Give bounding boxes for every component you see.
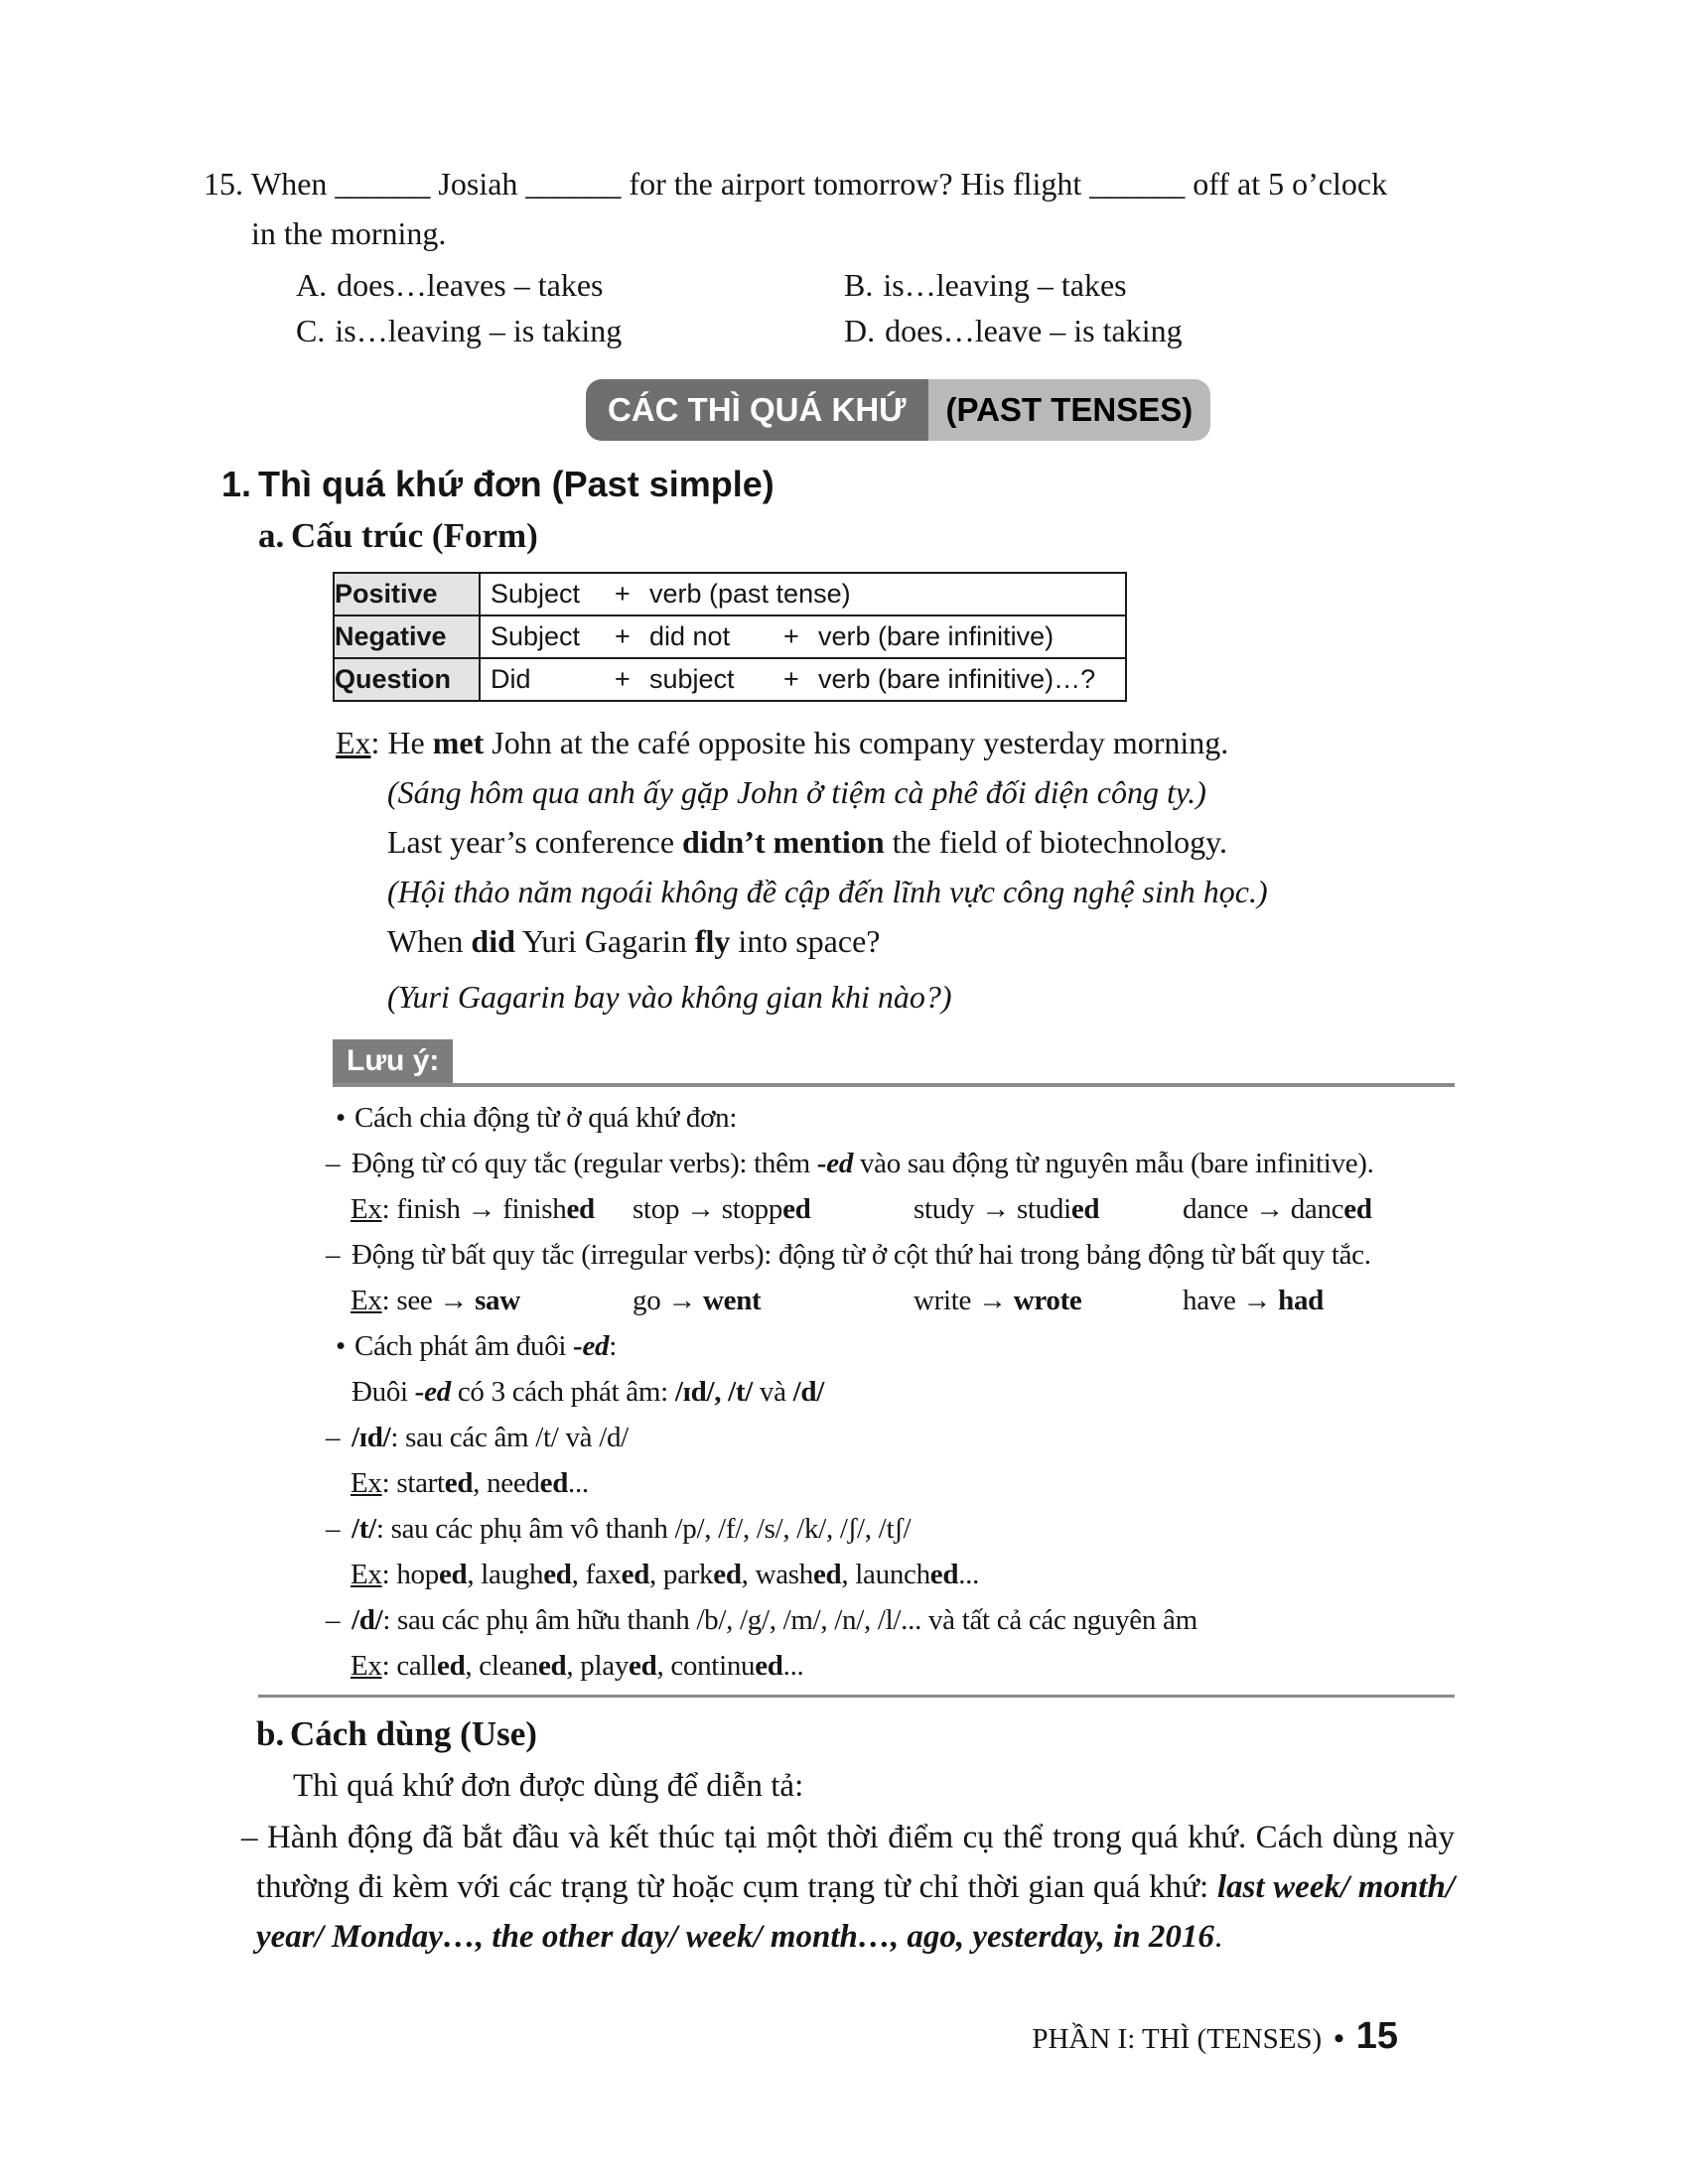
- section-divider-rule: [258, 1695, 1455, 1698]
- note-rule: [333, 1039, 1455, 1087]
- example-bold: met: [432, 725, 485, 760]
- row-label-question: Question: [334, 658, 480, 701]
- row-content-positive: [480, 573, 1126, 615]
- formula-token: verb (past tense): [649, 579, 851, 609]
- row-label-negative: Negative: [334, 615, 480, 658]
- text-run: ...: [958, 1559, 980, 1590]
- dash-marker: –: [326, 1604, 341, 1636]
- ed-suffix: ed: [537, 1650, 567, 1682]
- text-run: study → studi: [914, 1193, 1071, 1225]
- question-number: 15.: [204, 166, 243, 202]
- text-run: Đuôi: [352, 1376, 415, 1408]
- text-run: : sau các âm /t/ và /d/: [390, 1422, 629, 1453]
- example-row-t: [326, 1552, 1589, 1597]
- bold-verb: had: [1278, 1285, 1325, 1316]
- form-heading-marker: a.: [258, 516, 285, 555]
- text-run: have →: [1183, 1285, 1279, 1316]
- question-line-1: [204, 159, 1509, 208]
- example-text: John at the café opposite his company yesterday morning.: [484, 725, 1229, 760]
- text-run: : see →: [381, 1285, 476, 1316]
- use-heading-title: Cách dùng (Use): [290, 1714, 537, 1753]
- example-col: [351, 1460, 589, 1506]
- bold-verb: saw: [475, 1285, 520, 1316]
- example-translation-1: (Sáng hôm qua anh ấy gặp John ở tiệm cà phê đối diện công ty.): [387, 774, 1206, 810]
- text-run: Động từ có quy tắc (regular verbs): thêm: [352, 1148, 817, 1179]
- example-bold: fly: [694, 923, 731, 959]
- ed-suffix: ed: [621, 1559, 650, 1590]
- text-run: stop → stopp: [633, 1193, 783, 1225]
- row-label-positive: Positive: [334, 573, 480, 615]
- example-text: into space?: [730, 923, 881, 959]
- example-text: Yuri Gagarin: [514, 923, 695, 959]
- ed-suffix: ed: [782, 1193, 811, 1225]
- list-item-text: [352, 1415, 1589, 1460]
- formula-token: Subject: [491, 621, 581, 651]
- text-run: write →: [914, 1285, 1014, 1316]
- option-b-text: is…leaving – takes: [883, 267, 1127, 303]
- row-content-question: [480, 658, 1126, 701]
- option-a: [296, 262, 844, 308]
- example-text: Last year’s conference: [387, 824, 683, 860]
- list-item-bullet-1: [326, 1095, 1589, 1141]
- plus-sign: +: [615, 664, 631, 694]
- list-item-dash-2: [326, 1232, 1589, 1278]
- list-item-text: Cách chia động từ ở quá khứ đơn:: [354, 1102, 738, 1134]
- text-run: , laugh: [467, 1559, 544, 1590]
- text-run: và: [752, 1376, 793, 1408]
- example-row-d: [326, 1643, 1589, 1689]
- example-col: [633, 1278, 914, 1323]
- section-1-number: 1.: [221, 464, 252, 504]
- ed-suffix: -ed: [573, 1330, 610, 1362]
- formula-token: did not: [649, 621, 731, 651]
- table-row-positive: [334, 573, 1126, 615]
- page-number: 15: [1355, 2015, 1398, 2057]
- option-c-label: C.: [296, 313, 326, 348]
- ex-label: Ex: [351, 1467, 382, 1499]
- bullet-marker: •: [336, 1102, 346, 1134]
- list-item-dash-d: [326, 1597, 1589, 1643]
- text-run: có 3 cách phát âm:: [450, 1376, 675, 1408]
- text-run: : sau các phụ âm hữu thanh /b/, /g/, /m/, /n/, /l/... và tất cả các nguyên âm: [382, 1604, 1197, 1636]
- plus-sign: +: [615, 621, 631, 651]
- example-bold: did: [471, 923, 515, 959]
- ed-suffix: ed: [629, 1650, 657, 1682]
- example-text: When: [387, 923, 472, 959]
- example-text: : He: [370, 725, 433, 760]
- list-item-text: [352, 1506, 1589, 1552]
- ex-label: Ex: [336, 725, 371, 760]
- use-heading-marker: b.: [256, 1714, 285, 1753]
- example-col: [1183, 1186, 1372, 1232]
- example-col: [914, 1278, 1183, 1323]
- text-run: : hop: [381, 1559, 439, 1590]
- bold-verb: wrote: [1013, 1285, 1082, 1316]
- list-item-text: [352, 1141, 1589, 1186]
- list-item-text: [352, 1597, 1589, 1643]
- ed-suffix: -ed: [816, 1148, 854, 1179]
- dash-marker: –: [326, 1239, 341, 1271]
- option-a-text: does…leaves – takes: [337, 267, 604, 303]
- option-d: [844, 308, 1509, 353]
- example-text: the field of biotechnology.: [884, 824, 1227, 860]
- text-run: : call: [381, 1650, 437, 1682]
- list-item-bullet-2: [326, 1323, 1589, 1369]
- banner-title-vi: CÁC THÌ QUÁ KHỨ: [586, 379, 928, 441]
- form-heading: [258, 514, 1688, 558]
- time-expressions: last week/ month/ year/ Monday…, the other day/ week/ month…, ago, yesterday, in 2016: [256, 1869, 1455, 1955]
- text-run: , park: [649, 1559, 714, 1590]
- ex-label: Ex: [351, 1559, 382, 1590]
- text-run: Hành động đã bắt đầu và kết thúc tại một thời điểm cụ thể trong quá khứ. Cách dùng này thường đi kèm với các trạng từ hoặc cụm trạng từ chỉ thời gian quá khứ:: [256, 1820, 1456, 1905]
- example-col: [351, 1186, 633, 1232]
- dash-marker: –: [241, 1820, 258, 1855]
- option-a-label: A.: [296, 267, 328, 303]
- text-run: .: [1213, 1919, 1223, 1955]
- examples-block: [336, 718, 1509, 1022]
- list-item-text: Động từ bất quy tắc (irregular verbs): động từ ở cột thứ hai trong bảng động từ bất quy tắc.: [352, 1239, 1371, 1271]
- example-col: [351, 1278, 633, 1323]
- example-translation-3: (Yuri Gagarin bay vào không gian khi nào?): [387, 979, 952, 1015]
- ed-suffix: ed: [543, 1559, 572, 1590]
- form-table: [333, 572, 1127, 702]
- dash-marker: –: [326, 1148, 341, 1179]
- example-col: [351, 1643, 804, 1689]
- text-run: , launch: [841, 1559, 930, 1590]
- phoneme: /t/: [352, 1513, 376, 1545]
- example-col: [633, 1186, 914, 1232]
- question-15: [204, 159, 1509, 258]
- note-badge: Lưu ý:: [333, 1039, 453, 1083]
- formula-token: verb (bare infinitive)…?: [818, 664, 1096, 694]
- note-list: [326, 1095, 1589, 1689]
- ex-label: Ex: [351, 1285, 382, 1316]
- example-translation-2: (Hội thảo năm ngoái không đề cập đến lĩnh vực công nghệ sinh học.): [387, 874, 1268, 909]
- text-run: , need: [473, 1467, 540, 1499]
- text-run: dance → danc: [1183, 1193, 1344, 1225]
- list-item-dash-id: [326, 1415, 1589, 1460]
- formula-token: verb (bare infinitive): [818, 621, 1055, 651]
- text-run: go →: [633, 1285, 704, 1316]
- example-col: [351, 1552, 979, 1597]
- list-item-dash-t: [326, 1506, 1589, 1552]
- example-row-id: [326, 1460, 1589, 1506]
- option-c: [296, 308, 844, 353]
- footer-bullet: •: [1334, 2022, 1344, 2055]
- ed-suffix: ed: [929, 1559, 959, 1590]
- ex-label: Ex: [351, 1193, 382, 1225]
- question-line-2: in the morning.: [251, 215, 447, 251]
- footer-text: PHẦN I: THÌ (TENSES): [1032, 2023, 1323, 2055]
- plus-sign: +: [783, 621, 799, 651]
- example-line-1: [336, 718, 1509, 767]
- bullet-marker: •: [336, 1330, 346, 1362]
- table-row-question: [334, 658, 1126, 701]
- ed-suffix: ed: [1070, 1193, 1100, 1225]
- text-run: : finish → finish: [381, 1193, 567, 1225]
- bold-verb: went: [703, 1285, 762, 1316]
- formula-token: subject: [649, 664, 735, 694]
- option-c-text: is…leaving – is taking: [335, 313, 623, 348]
- list-item-text: [354, 1323, 1589, 1369]
- ed-suffix: ed: [1343, 1193, 1372, 1225]
- formula-token: Did: [491, 664, 531, 694]
- plus-sign: +: [615, 579, 631, 609]
- question-text: When ______ Josiah ______ for the airport tomorrow? His flight ______ off at 5 o’clock: [251, 166, 1388, 202]
- example-col: [914, 1186, 1183, 1232]
- phoneme: /ɪd/, /t/: [674, 1376, 753, 1408]
- phoneme: /d/: [352, 1604, 383, 1636]
- ed-suffix: ed: [566, 1193, 595, 1225]
- dash-marker: –: [326, 1422, 341, 1453]
- page-footer: [1032, 2015, 1398, 2058]
- table-row-negative: [334, 615, 1126, 658]
- example-bold: didn’t mention: [682, 824, 885, 860]
- ex-label: Ex: [351, 1650, 382, 1682]
- phoneme: /d/: [792, 1376, 824, 1408]
- list-item-dash-1: [326, 1141, 1589, 1186]
- section-1-title: Thì quá khứ đơn (Past simple): [258, 464, 774, 504]
- past-tenses-banner: [586, 379, 1210, 441]
- text-run: : start: [381, 1467, 445, 1499]
- text-run: , wash: [741, 1559, 813, 1590]
- ed-suffix: ed: [755, 1650, 783, 1682]
- formula-token: Subject: [491, 579, 581, 609]
- text-run: ...: [568, 1467, 589, 1499]
- form-heading-title: Cấu trúc (Form): [291, 516, 538, 555]
- pronunciation-intro: [326, 1369, 1589, 1415]
- text-run: , fax: [571, 1559, 622, 1590]
- text-run: , continu: [656, 1650, 756, 1682]
- ed-suffix: ed: [438, 1559, 468, 1590]
- ed-suffix: ed: [812, 1559, 842, 1590]
- option-b: [844, 262, 1509, 308]
- row-content-negative: [480, 615, 1126, 658]
- ed-suffix: ed: [437, 1650, 466, 1682]
- text-run: : sau các phụ âm vô thanh /p/, /f/, /s/, /k/, /ʃ/, /tʃ/: [375, 1513, 912, 1545]
- section-1-heading: [221, 463, 1688, 506]
- text-run: Cách phát âm đuôi: [354, 1330, 574, 1362]
- options-grid: [296, 262, 1509, 353]
- banner-title-en: (PAST TENSES): [928, 379, 1211, 441]
- option-d-label: D.: [844, 313, 876, 348]
- text-run: , play: [566, 1650, 630, 1682]
- dash-marker: –: [326, 1513, 341, 1545]
- phoneme: /ɪd/: [352, 1422, 391, 1453]
- ed-suffix: ed: [444, 1467, 474, 1499]
- text-run: vào sau động từ nguyên mẫu (bare infinitive).: [853, 1148, 1374, 1179]
- option-b-label: B.: [844, 267, 874, 303]
- ed-suffix: ed: [539, 1467, 569, 1499]
- option-d-text: does…leave – is taking: [885, 313, 1183, 348]
- example-row-irregular: [326, 1278, 1589, 1323]
- example-col: [1183, 1278, 1324, 1323]
- example-line-2: [336, 817, 1509, 867]
- use-paragraph: [241, 1813, 1455, 1962]
- use-heading: [256, 1711, 1688, 1757]
- ed-suffix: -ed: [414, 1376, 451, 1408]
- use-intro: Thì quá khứ đơn được dùng để diễn tả:: [293, 1768, 804, 1804]
- text-run: :: [609, 1330, 618, 1362]
- ed-suffix: ed: [713, 1559, 742, 1590]
- text-run: ...: [782, 1650, 804, 1682]
- example-row-regular: [326, 1186, 1589, 1232]
- text-run: , clean: [465, 1650, 538, 1682]
- example-line-3: [336, 916, 1509, 966]
- plus-sign: +: [783, 664, 799, 694]
